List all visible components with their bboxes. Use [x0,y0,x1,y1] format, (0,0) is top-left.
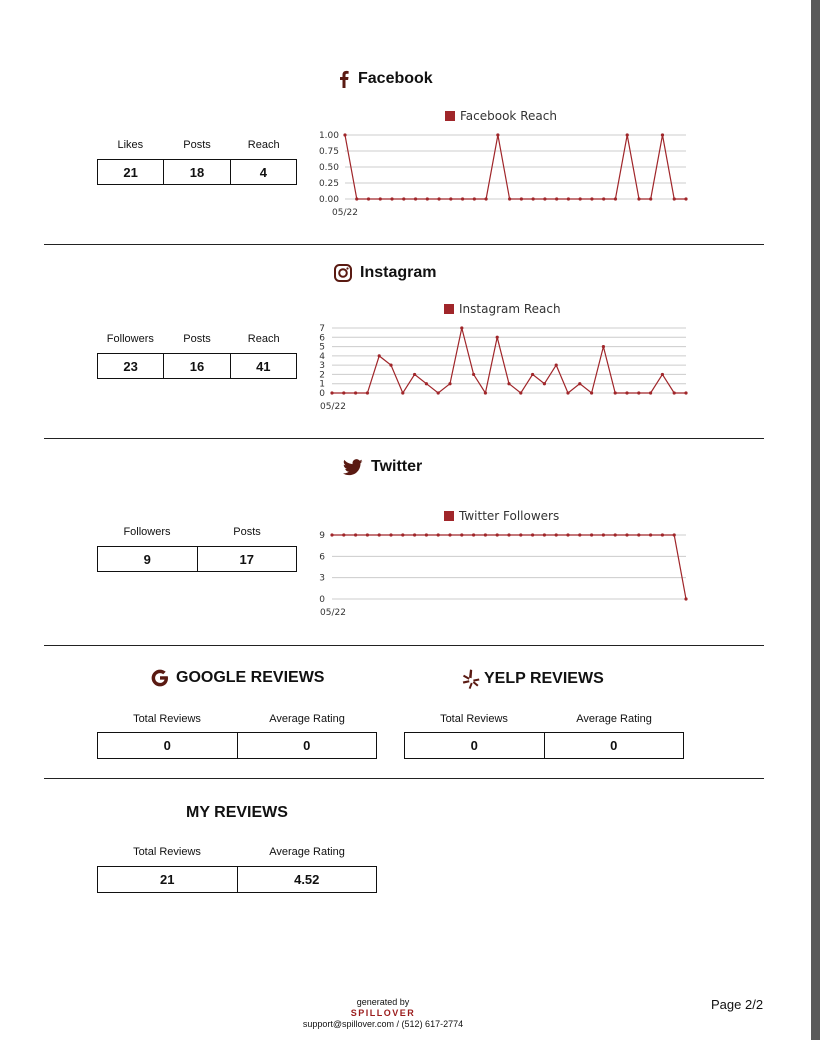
data-point [437,391,440,394]
data-point [401,391,404,394]
twitter-title: Twitter [371,458,423,475]
data-point [684,597,687,600]
data-point [472,533,475,536]
data-point [496,336,499,339]
twitter-stat-box [97,546,297,572]
y-tick-label: 3 [319,573,325,584]
data-point [437,197,440,200]
my-reviews-stat-headers [97,846,377,858]
stat-value: 4.52 [294,872,320,887]
data-point [578,382,581,385]
instagram-section-title [334,264,436,282]
stat-label: Total Reviews [133,846,201,858]
data-point [614,197,617,200]
data-point [330,533,333,536]
data-point [531,533,534,536]
legend-swatch [444,511,454,521]
data-point [354,533,357,536]
google-title: GOOGLE REVIEWS [176,669,325,686]
data-point [354,391,357,394]
data-point [366,533,369,536]
data-point [367,197,370,200]
stat-value: 9 [98,547,198,571]
data-point [378,533,381,536]
y-tick-label: 6 [319,552,325,563]
data-point [519,391,522,394]
data-point [637,391,640,394]
stat-value: 21 [98,867,238,892]
twitter-section-title [343,458,422,476]
data-point [519,533,522,536]
facebook-title: Facebook [358,70,433,87]
my-reviews-title-text: MY REVIEWS [186,804,288,821]
stat-label: Reach [247,333,280,345]
stat-label: Total Reviews [133,713,201,725]
data-point [461,197,464,200]
data-point [555,533,558,536]
x-tick-label: 05/22 [332,208,358,218]
stat-value: 16 [164,354,230,378]
report-footer [270,997,496,1030]
data-point [590,197,593,200]
yelp-section-title [462,668,604,690]
data-point [342,391,345,394]
data-point [366,391,369,394]
y-tick-label: 1 [319,379,325,390]
page-number: Page 2/2 [711,997,764,1012]
y-tick-label: 2 [319,370,325,381]
data-point [448,533,451,536]
data-point [520,197,523,200]
data-point [555,364,558,367]
data-point [602,197,605,200]
contact-info: support@spillover.com / (512) 617-2774 [302,1019,464,1029]
stat-value: 4 [259,164,267,180]
data-point [684,391,687,394]
instagram-icon [334,264,352,282]
data-point [602,345,605,348]
data-point [625,391,628,394]
section-divider [44,438,764,439]
data-point [567,197,570,200]
data-point [413,533,416,536]
stat-value: 23 [98,354,164,378]
data-point [425,382,428,385]
chart-legend [445,109,557,123]
data-point [472,373,475,376]
y-tick-label: 0.50 [318,163,339,173]
data-point [590,533,593,536]
y-tick-label: 4 [319,351,325,362]
data-point [390,197,393,200]
data-point [649,391,652,394]
instagram-stat-headers [97,333,297,345]
data-point [684,197,687,200]
data-point [330,391,333,394]
x-tick-label: 05/22 [320,608,346,618]
section-divider [44,244,764,245]
my-reviews-stat-box [97,866,377,893]
my-reviews-title [186,804,288,822]
stat-label: Posts [183,333,211,345]
data-point [566,391,569,394]
stat-label: Average Rating [269,846,345,858]
data-point [614,533,617,536]
legend-label: Twitter Followers [459,509,560,523]
y-tick-label: 5 [319,342,325,353]
window-scrollbar[interactable] [811,0,820,1040]
stat-label: Reach [247,139,280,151]
stat-label: Posts [233,526,261,538]
section-divider [44,778,764,779]
data-point [379,197,382,200]
data-point [673,533,676,536]
stat-label: Likes [117,139,144,151]
y-tick-label: 3 [319,361,325,372]
data-point [484,533,487,536]
stat-value: 0 [98,733,238,758]
y-tick-label: 7 [319,324,325,334]
y-tick-label: 9 [319,531,325,541]
legend-label: Instagram Reach [459,302,561,316]
data-point [508,197,511,200]
data-point [426,197,429,200]
google-stat-headers [97,713,377,725]
data-point [401,533,404,536]
data-point [414,197,417,200]
data-point [507,533,510,536]
data-point [673,197,676,200]
google-stat-box [97,732,377,759]
data-point [507,382,510,385]
legend-swatch [444,304,454,314]
data-point [579,197,582,200]
data-point [389,533,392,536]
spillover-logo: SPILLOVER [350,1008,416,1018]
data-point [661,373,664,376]
data-point [543,533,546,536]
chart-legend [444,302,561,316]
stat-label: Average Rating [576,713,652,725]
data-point [637,533,640,536]
yelp-icon [462,668,480,690]
data-point [378,354,381,357]
facebook-section-title [338,70,433,88]
stat-value: 41 [256,358,271,374]
data-point [543,382,546,385]
stat-label: Followers [106,333,154,345]
yelp-title: YELP REVIEWS [484,670,604,687]
data-point [343,133,346,136]
data-point [402,197,405,200]
google-section-title [150,668,324,688]
stat-label: Posts [183,139,211,151]
generated-by-label: generated by [356,997,410,1007]
instagram-stat-box [97,353,297,379]
stat-label: Average Rating [269,713,345,725]
data-point [484,391,487,394]
data-point [673,391,676,394]
data-point [449,197,452,200]
y-tick-label: 0.25 [318,179,339,189]
twitter-stat-headers [97,526,297,538]
data-point [626,133,629,136]
facebook-stat-box [97,159,297,185]
section-divider [44,645,764,646]
twitter-followers-chart [300,525,700,620]
data-point [460,533,463,536]
data-point [496,533,499,536]
yelp-stat-headers [404,713,684,725]
twitter-icon [343,459,363,476]
data-point [425,533,428,536]
facebook-reach-chart [300,125,700,220]
legend-label: Facebook Reach [460,109,557,123]
y-tick-label: 0.00 [318,195,339,205]
stat-label: Followers [123,526,171,538]
data-point [649,533,652,536]
data-point [590,391,593,394]
data-point [448,382,451,385]
x-tick-label: 05/22 [320,402,346,412]
stat-label: Total Reviews [440,713,508,725]
stat-value: 18 [164,160,230,184]
data-point [485,197,488,200]
y-tick-label: 0 [319,595,325,605]
data-point [602,533,605,536]
data-point [531,373,534,376]
y-tick-label: 0 [319,389,325,399]
chart-legend [444,509,559,523]
data-point [437,533,440,536]
data-point [555,197,558,200]
data-point [532,197,535,200]
facebook-icon [338,70,350,88]
data-point [496,133,499,136]
y-tick-label: 1.00 [318,131,339,141]
data-point [566,533,569,536]
instagram-reach-chart [300,320,700,415]
data-point [543,197,546,200]
legend-swatch [445,111,455,121]
stat-value: 0 [610,738,618,753]
data-point [389,364,392,367]
data-point [355,197,358,200]
data-point [661,533,664,536]
yelp-stat-box [404,732,684,759]
data-point [578,533,581,536]
data-point [413,373,416,376]
data-point [460,326,463,329]
data-point [614,391,617,394]
data-point [342,533,345,536]
facebook-stat-headers [97,139,297,151]
instagram-title: Instagram [360,264,437,281]
stat-value: 0 [405,733,545,758]
data-point [637,197,640,200]
data-point [661,133,664,136]
data-point [625,533,628,536]
google-icon [150,668,170,688]
y-tick-label: 6 [319,333,325,344]
series-line [332,535,686,599]
data-point [473,197,476,200]
data-point [649,197,652,200]
stat-value: 0 [303,738,311,753]
y-tick-label: 0.75 [318,147,339,157]
stat-value: 17 [239,551,254,567]
stat-value: 21 [98,160,164,184]
